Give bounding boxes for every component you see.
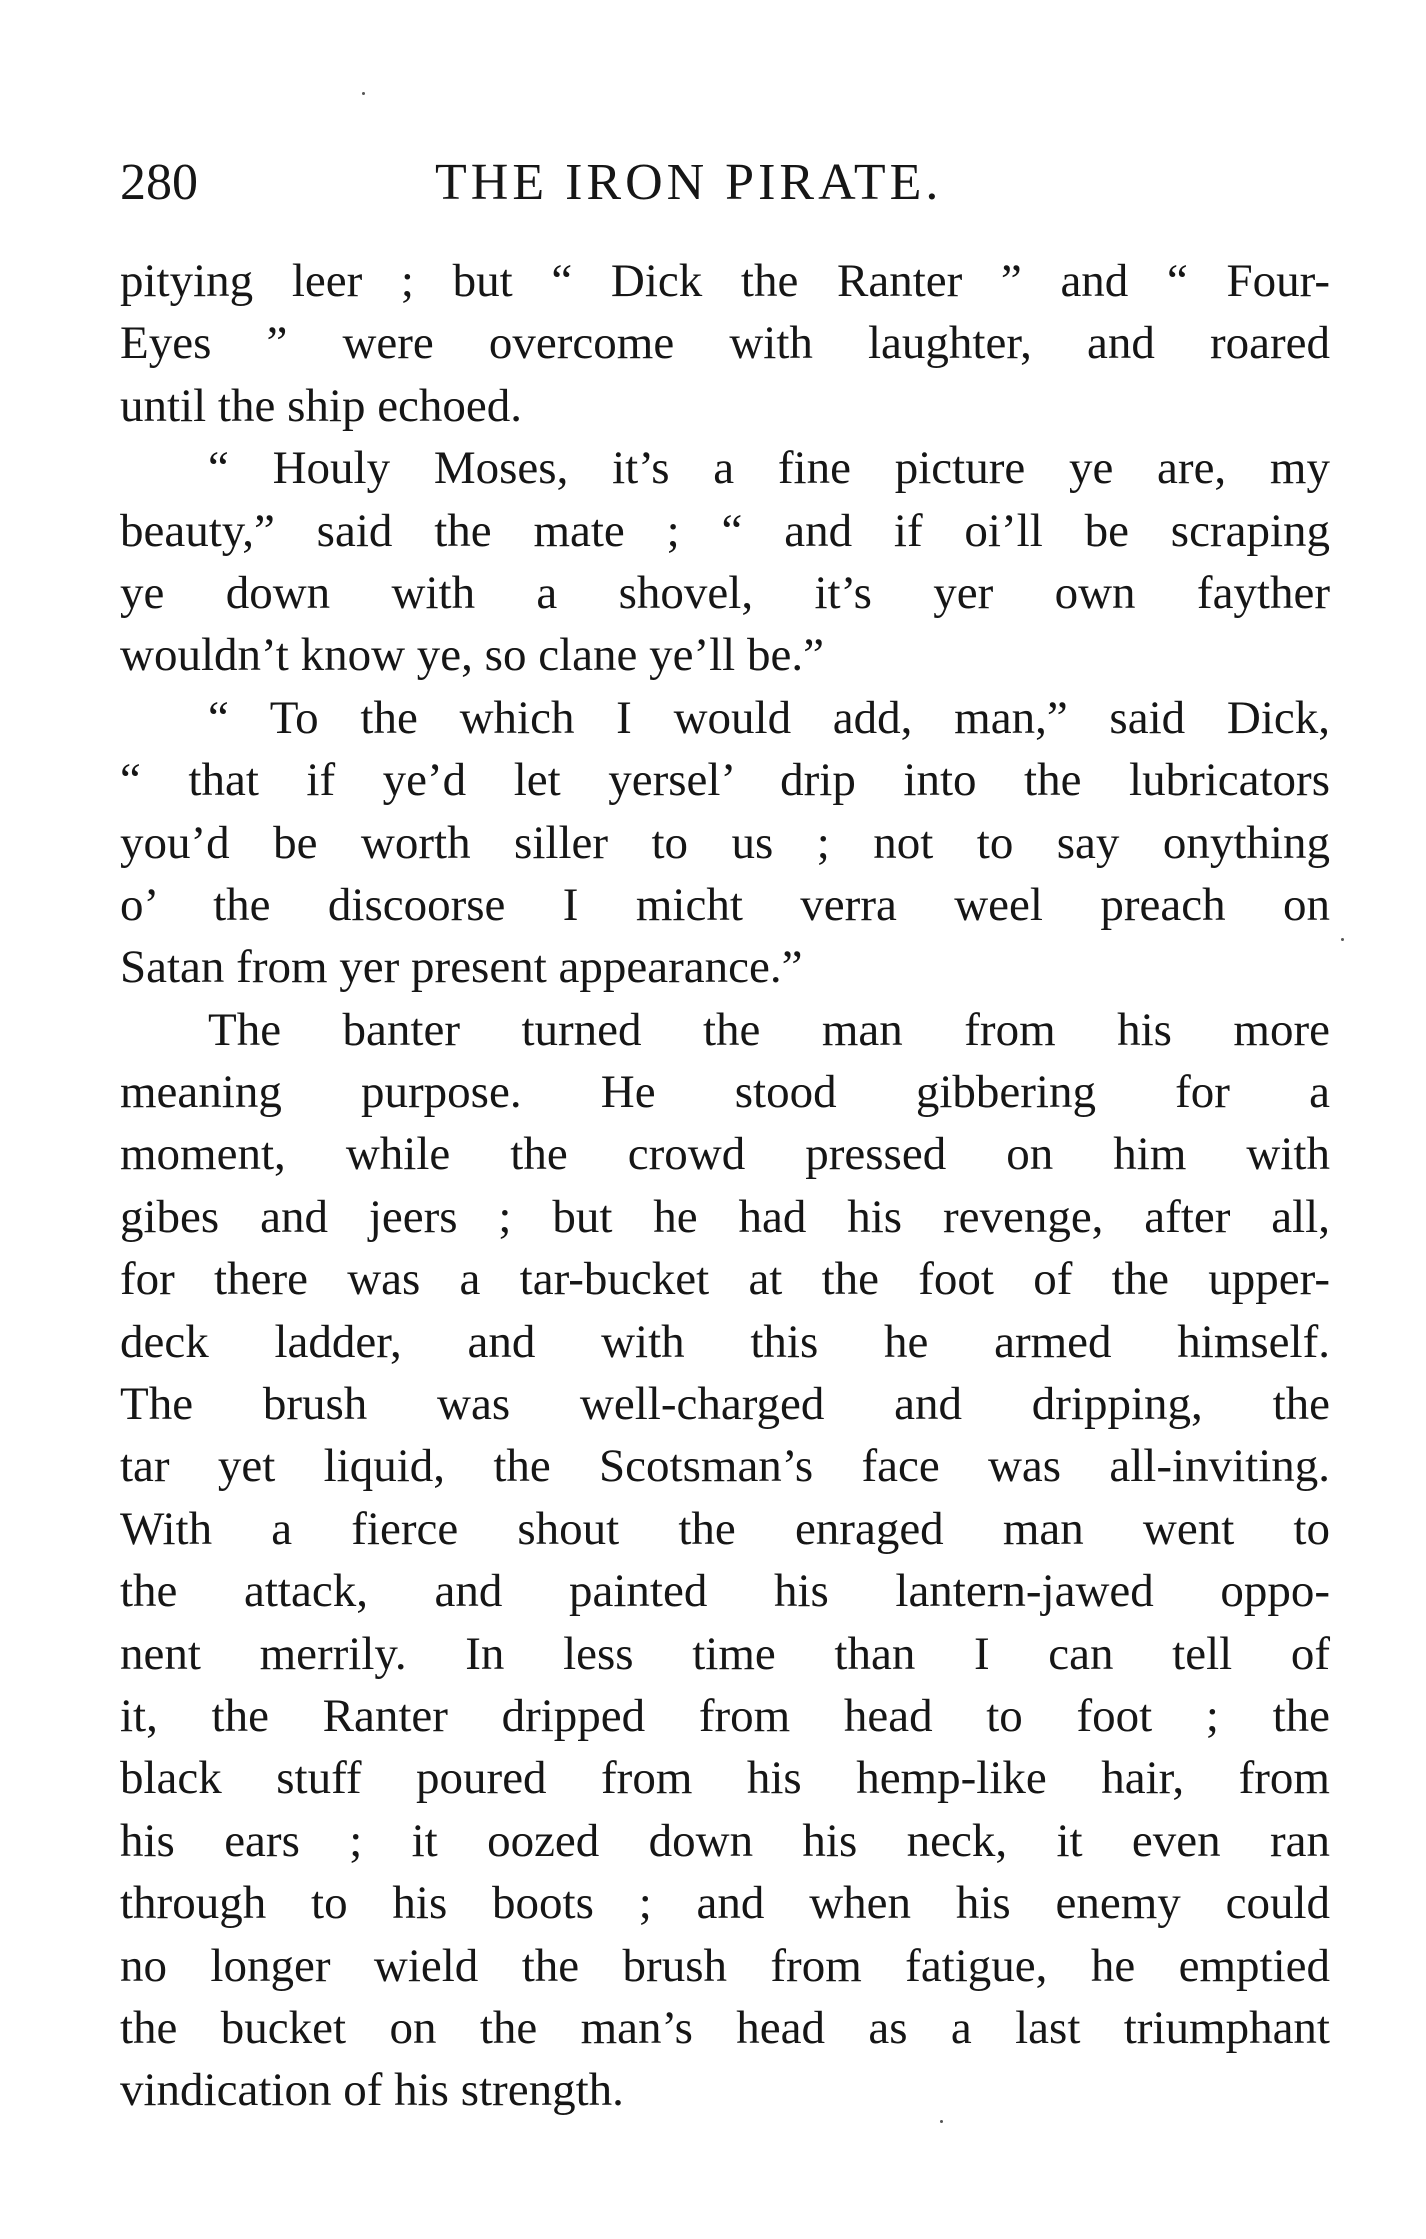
print-speck: [1341, 938, 1344, 941]
text-line: vindication of his strength.: [120, 2064, 624, 2117]
text-line: The banter turned the man from his more: [208, 1003, 1330, 1056]
text-line: black stuff poured from his hemp-like hair, from: [120, 1752, 1330, 1805]
text-line: nent merrily. In less time than I can tell of: [120, 1627, 1330, 1680]
text-line: no longer wield the brush from fatigue, he emptied: [120, 1939, 1330, 1992]
text-line: Eyes ” were overcome with laughter, and roared: [120, 317, 1330, 370]
text-line: pitying leer ; but “ Dick the Ranter ” and “ Four-: [120, 255, 1330, 307]
text-line: “ Houly Moses, it’s a fine picture ye are, my: [208, 442, 1330, 495]
running-title: THE IRON PIRATE.: [435, 154, 943, 211]
text-line: for there was a tar-bucket at the foot of the upper-: [120, 1253, 1330, 1306]
text-line: “ To the which I would add, man,” said Dick,: [208, 691, 1330, 744]
text-line: wouldn’t know ye, so clane ye’ll be.”: [120, 629, 824, 682]
text-line: o’ the discoorse I micht verra weel preach on: [120, 878, 1330, 931]
text-line: until the ship echoed.: [120, 379, 523, 432]
text-line: the bucket on the man’s head as a last triumphant: [120, 2001, 1330, 2054]
text-line: ye down with a shovel, it’s yer own fayther: [120, 566, 1330, 619]
text-line: it, the Ranter dripped from head to foot ; the: [120, 1689, 1330, 1742]
text-line: through to his boots ; and when his enemy could: [120, 1877, 1330, 1930]
text-line: his ears ; it oozed down his neck, it even ran: [120, 1814, 1330, 1867]
text-line: moment, while the crowd pressed on him with: [120, 1128, 1330, 1181]
text-line: the attack, and painted his lantern-jawed oppo-: [120, 1565, 1330, 1618]
text-line: “ that if ye’d let yersel’ drip into the lubricators: [120, 754, 1330, 807]
text-line: With a fierce shout the enraged man went to: [120, 1502, 1330, 1555]
text-line: meaning purpose. He stood gibbering for a: [120, 1066, 1330, 1119]
text-line: The brush was well-charged and dripping, the: [120, 1378, 1330, 1431]
text-line: beauty,” said the mate ; “ and if oi’ll be scraping: [120, 504, 1330, 557]
text-line: you’d be worth siller to us ; not to say onything: [120, 816, 1330, 869]
text-line: tar yet liquid, the Scotsman’s face was all-inviting.: [120, 1440, 1330, 1493]
text-line: deck ladder, and with this he armed himself.: [120, 1315, 1330, 1368]
text-line: Satan from yer present appearance.”: [120, 941, 803, 994]
running-head: [120, 148, 1330, 218]
text-line: gibes and jeers ; but he had his revenge, after all,: [120, 1190, 1330, 1243]
print-speck: [362, 92, 365, 95]
page-number: 280: [120, 154, 198, 211]
body-text: [120, 250, 1330, 2122]
